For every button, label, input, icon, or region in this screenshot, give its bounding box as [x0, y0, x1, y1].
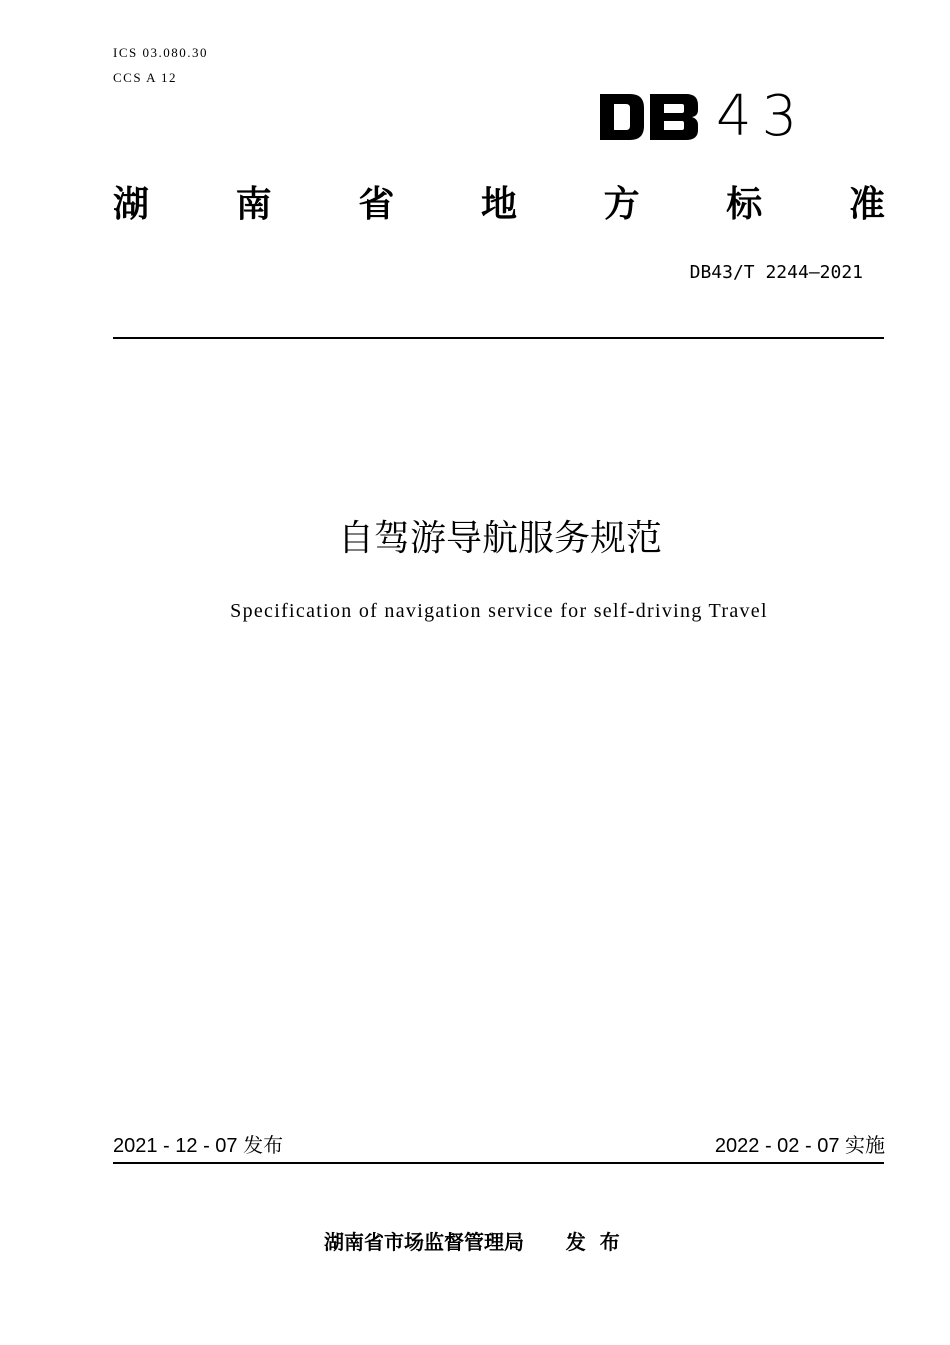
issue-date: 2021 - 12 - 07 发布 — [113, 1135, 284, 1157]
issuing-authority: 湖南省市场监督管理局 发 布 — [324, 1230, 620, 1254]
ccs-code: CCS A 12 — [113, 70, 178, 85]
ics-code: ICS 03.080.30 — [113, 45, 208, 60]
bottom-divider — [113, 1162, 884, 1164]
standard-category-title — [113, 180, 885, 230]
standard-title-char: 南 — [235, 184, 272, 225]
top-divider — [113, 337, 884, 339]
standard-code: DB43/T 2244—2021 — [689, 262, 863, 283]
db-logo — [598, 84, 808, 149]
document-title-english: Specification of navigation service for self-driving Travel — [230, 600, 768, 622]
standard-title-char: 地 — [480, 184, 517, 225]
effective-date: 2022 - 02 - 07 实施 — [714, 1135, 885, 1157]
standard-title-char: 方 — [603, 184, 640, 225]
document-title-chinese: 自驾游导航服务规范 — [337, 518, 662, 559]
standard-title-char: 准 — [848, 184, 885, 225]
standard-title-char: 标 — [726, 184, 763, 225]
db-logo-number: 43 — [716, 84, 808, 149]
db-logo-mark — [598, 92, 700, 142]
standard-title-char: 湖 — [113, 184, 150, 225]
standard-title-char: 省 — [358, 184, 395, 225]
